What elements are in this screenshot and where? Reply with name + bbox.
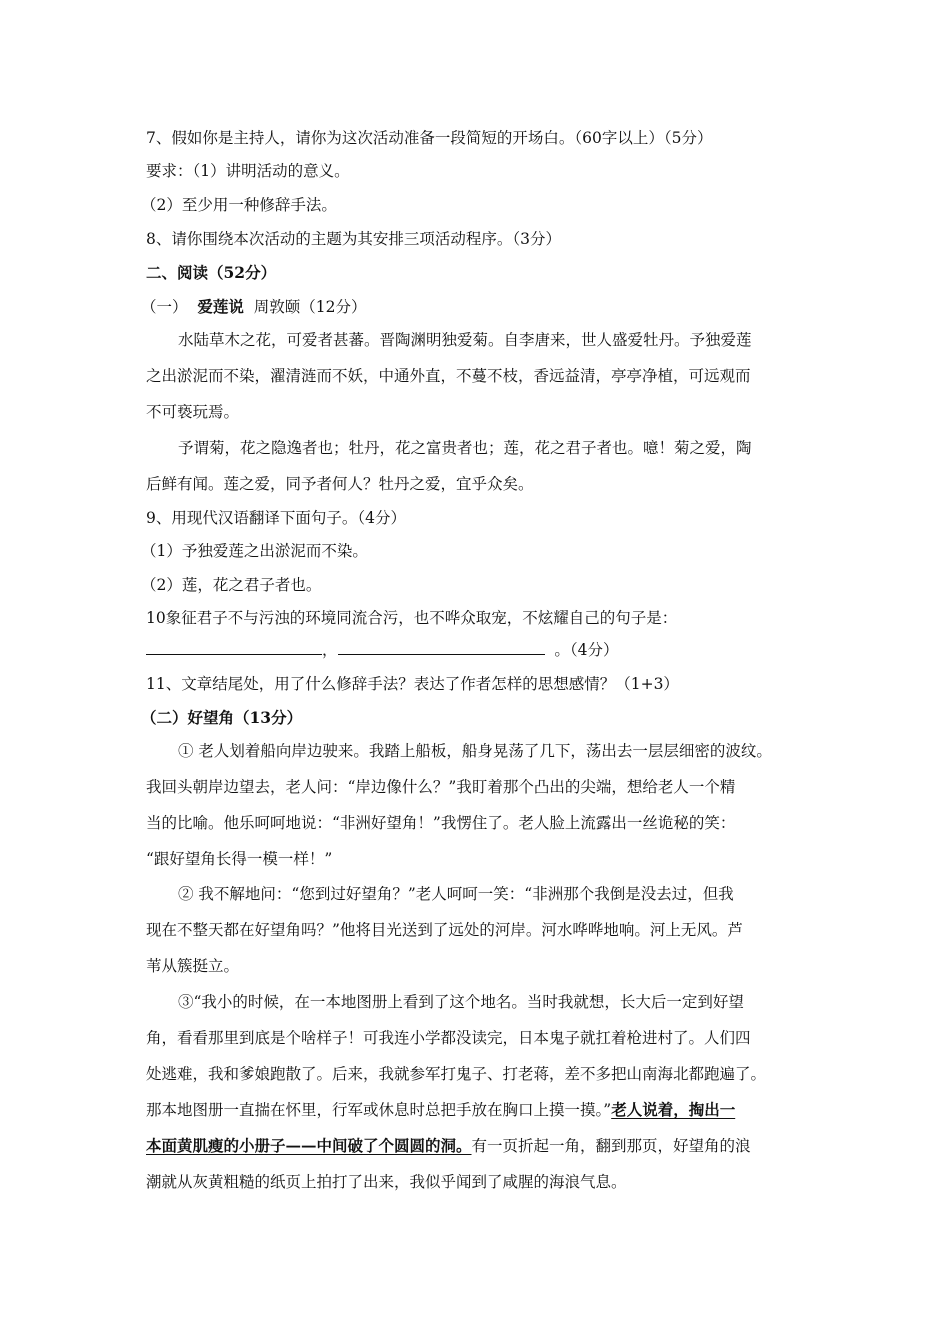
marked-sentence-start: 老人说着，掏出一 xyxy=(611,1100,736,1119)
q7-line: 7、假如你是主持人，请你为这次活动准备一段简短的开场白。（60字以上）（5分） xyxy=(146,129,713,147)
q10-points: 。（4分） xyxy=(554,641,619,659)
q10-stem: 10象征君子不与污浊的环境同流合污，也不哗众取宠，不炫耀自己的句子是： xyxy=(146,609,678,627)
part2-p3-line2: 角，看看那里到底是个啥样子！可我连小学都没读完，日本鬼子就扛着枪进村了。人们四 xyxy=(146,1029,751,1047)
marked-sentence-end: 本面黄肌瘦的小册子——中间破了个圆圆的洞。 xyxy=(146,1136,472,1155)
part2-p1-line2: 我回头朝岸边望去，老人问：“岸边像什么？”我盯着那个凸出的尖端，想给老人一个精 xyxy=(146,778,736,796)
part1-author: 周敦颐（12分） xyxy=(253,298,367,316)
part1-p1-line1: 水陆草木之花，可爱者甚蕃。晋陶渊明独爱菊。自李唐来，世人盛爱牡丹。予独爱莲 xyxy=(178,331,752,349)
part1-p1-line3: 不可亵玩焉。 xyxy=(146,403,240,421)
q9-sentence-1: （1）予独爱莲之出淤泥而不染。 xyxy=(141,542,368,560)
answer-blank-1[interactable] xyxy=(146,640,322,655)
q7-requirement-1: 要求：（1）讲明活动的意义。 xyxy=(146,162,350,180)
part2-p1-line3: 当的比喻。他乐呵呵地说：“非洲好望角！”我愣住了。老人脸上流露出一丝诡秘的笑： xyxy=(146,814,736,832)
part2-p3-line4 xyxy=(146,1100,735,1120)
q10-comma: ， xyxy=(322,641,338,659)
q9-sentence-2: （2）莲，花之君子者也。 xyxy=(141,576,322,594)
q9-stem: 9、用现代汉语翻译下面句子。（4分） xyxy=(146,509,406,527)
part2-p2-line2: 现在不整天都在好望角吗？”他将目光送到了远处的河岸。河水哗哗地响。河上无风。芦 xyxy=(146,921,743,939)
part1-title: 爱莲说 xyxy=(197,297,244,316)
part2-p3-line1: ③“我小的时候，在一本地图册上看到了这个地名。当时我就想，长大后一定到好望 xyxy=(178,993,744,1011)
p3-line5-text: 有一页折起一角，翻到那页，好望角的浪 xyxy=(471,1137,751,1155)
part1-p2-line2: 后鲜有闻。莲之爱，同予者何人？牡丹之爱，宜乎众矣。 xyxy=(146,475,534,493)
part1-p2-line1: 予谓菊，花之隐逸者也；牡丹，花之富贵者也；莲，花之君子者也。噫！菊之爱，陶 xyxy=(178,439,752,457)
part2-heading: （二）好望角（13分） xyxy=(141,708,303,727)
part1-number: （一） xyxy=(141,298,188,316)
q8-line: 8、请你围绕本次活动的主题为其安排三项活动程序。（3分） xyxy=(146,230,561,248)
part2-p2-line3: 苇从簇挺立。 xyxy=(146,957,240,975)
q7-requirement-2: （2）至少用一种修辞手法。 xyxy=(141,196,337,214)
part2-p1-line4: “跟好望角长得一模一样！” xyxy=(146,850,333,868)
p3-line4-text: 那本地图册一直揣在怀里，行军或休息时总把手放在胸口上摸一摸。” xyxy=(146,1101,612,1119)
answer-blank-2[interactable] xyxy=(338,640,545,655)
q11-line: 11、文章结尾处，用了什么修辞手法？表达了作者怎样的思想感情？（1+3） xyxy=(146,675,679,693)
part2-p1-line1: ① 老人划着船向岸边驶来。我踏上船板，船身晃荡了几下，荡出去一层层细密的波纹。 xyxy=(178,742,772,760)
part1-heading xyxy=(141,297,366,317)
part2-p3-line3: 处逃难，我和爹娘跑散了。后来，我就参军打鬼子、打老蒋，差不多把山南海北都跑遍了。 xyxy=(146,1065,767,1083)
part2-p2-line1: ② 我不解地问：“您到过好望角？”老人呵呵一笑：“非洲那个我倒是没去过，但我 xyxy=(178,885,734,903)
q10-answer-line xyxy=(146,640,619,660)
section-heading-reading: 二、阅读（52分） xyxy=(146,263,277,282)
part2-p3-line5 xyxy=(146,1136,751,1156)
part1-p1-line2: 之出淤泥而不染，濯清涟而不妖，中通外直，不蔓不枝，香远益清，亭亭净植，可远观而 xyxy=(146,367,751,385)
part2-p3-line6: 潮就从灰黄粗糙的纸页上拍打了出来，我似乎闻到了咸腥的海浪气息。 xyxy=(146,1173,627,1191)
